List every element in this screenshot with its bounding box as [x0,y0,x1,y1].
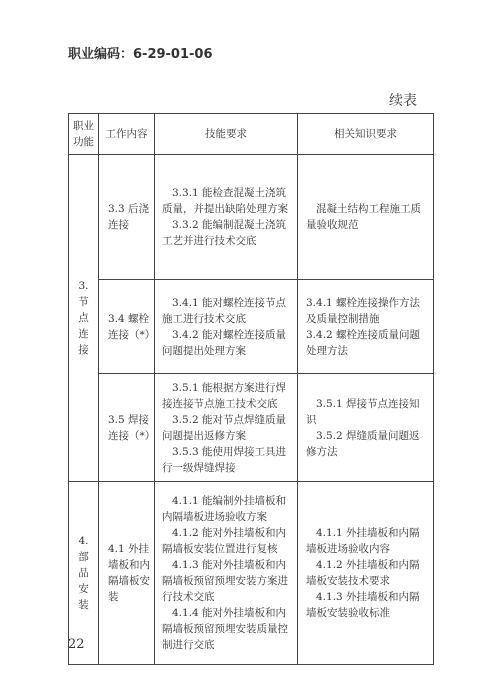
knowledge-cell [298,482,434,665]
table-row [69,280,434,374]
skill-cell [155,280,298,374]
skill-item: 3.3.1 能检查混凝土浇筑质量，并提出缺陷处理方案 [162,187,288,215]
knowledge-cell [298,155,434,280]
header-skill: 技能要求 [155,114,298,155]
header-work: 工作内容 [99,114,155,155]
work-cell: 4.1 外挂墙板和内隔墙板安装 [99,482,155,665]
skill-item: 3.4.2 能对螺栓连接质量问题提出处理方案 [162,328,287,357]
knowledge-item: 混凝土结构工程施工质量验收规范 [306,203,421,231]
knowledge-item: 4.1.1 外挂墙板和内隔墙板进场验收内容 [306,527,420,555]
table-row [69,155,434,280]
knowledge-item: 3.4.1 螺栓连接操作方法及质量控制措施 [306,296,421,325]
skill-item: 4.1.2 能对外挂墙板和内隔墙板安装位置进行复核 [162,527,287,555]
continued-label: 续表 [389,93,417,109]
skill-item: 3.3.2 能编制混凝土浇筑工艺并进行技术交底 [162,219,287,247]
skill-item: 3.5.3 能使用焊接工具进行一级焊缝焊接 [162,445,287,474]
skill-item: 4.1.1 能编制外挂墙板和内隔墙板进场验收方案 [162,495,287,523]
knowledge-cell [298,374,434,482]
skill-item: 3.4.1 能对螺栓连接节点施工进行技术交底 [162,296,287,325]
header-knowledge: 相关知识要求 [298,114,434,155]
knowledge-cell [298,280,434,374]
knowledge-item: 4.1.2 外挂墙板和内隔墙板安装技术要求 [306,559,420,587]
header-function: 职业功能 [69,114,99,155]
occupation-code: 职业编码：6-29-01-06 [68,47,213,62]
knowledge-item: 3.5.2 焊缝质量问题返修方法 [306,429,420,458]
skill-cell [155,374,298,482]
work-cell: 3.4 螺栓连接（*） [99,280,155,374]
table-row [69,482,434,665]
function-cell-3: 3.节点连接 [69,155,99,482]
work-cell: 3.5 焊接连接（*） [99,374,155,482]
table-header-row [69,114,434,155]
work-cell: 3.3 后浇连接 [99,155,155,280]
skill-item: 4.1.3 能对外挂墙板和内隔墙板预留预埋安装方案进行技术交底 [162,559,288,603]
skills-table [68,113,434,665]
function-cell-4: 4.部品安装 [69,482,99,665]
skill-cell [155,482,298,665]
knowledge-item: 3.4.2 螺栓连接质量问题处理方法 [306,328,421,357]
knowledge-item: 3.5.1 焊接节点连接知识 [306,397,420,426]
skill-item: 3.5.1 能根据方案进行焊接连接节点施工技术交底 [162,381,287,410]
table-row [69,374,434,482]
skill-item: 4.1.4 能对外挂墙板和内隔墙板预留预埋安装质量控制进行交底 [162,607,288,651]
skill-item: 3.5.2 能对节点焊缝质量问题提出返修方案 [162,413,287,442]
knowledge-item: 4.1.3 外挂墙板和内隔墙板安装验收标准 [306,591,420,619]
page-number: 22 [68,637,85,652]
skill-cell [155,155,298,280]
